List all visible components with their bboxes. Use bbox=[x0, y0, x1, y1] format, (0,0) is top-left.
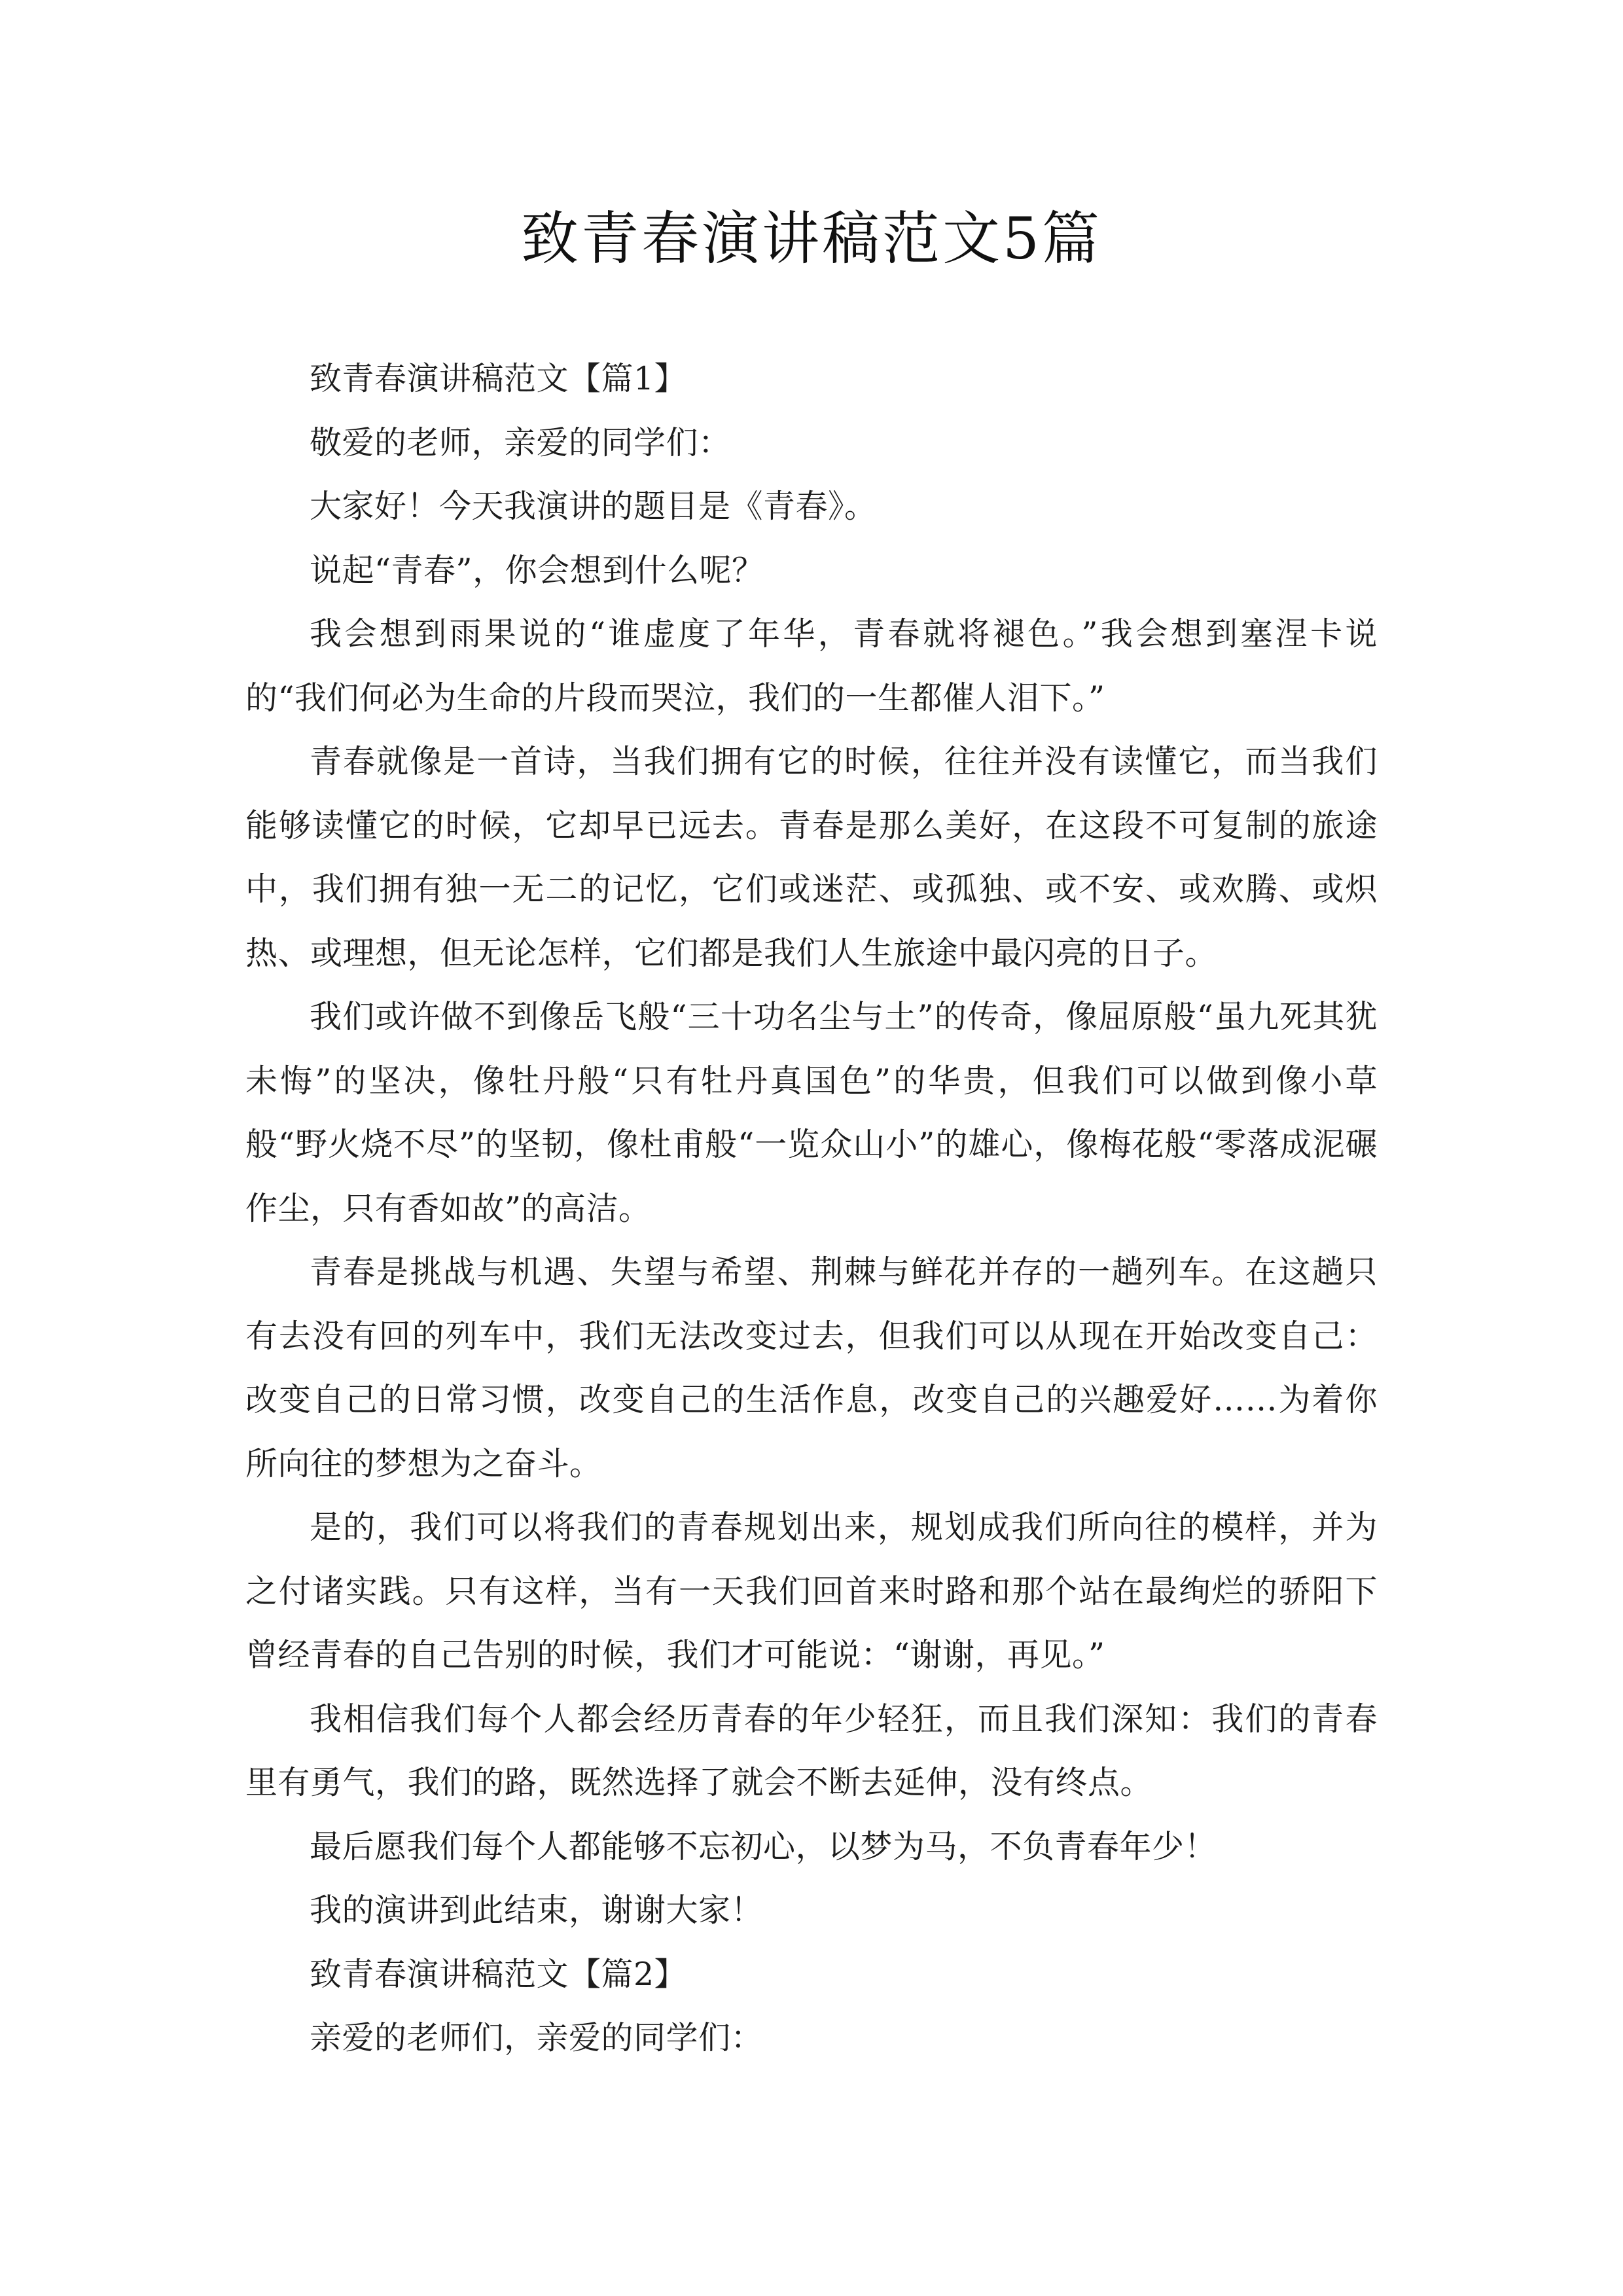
document-title: 致青春演讲稿范文5篇 bbox=[521, 205, 1102, 272]
section-heading-1: 致青春演讲稿范文【篇1】 bbox=[310, 360, 687, 397]
salutation: 敬爱的老师，亲爱的同学们： bbox=[310, 423, 731, 461]
greeting: 大家好！今天我演讲的题目是《青春》。 bbox=[310, 488, 877, 525]
body-paragraph: 我会想到雨果说的“谁虚度了年华，青春就将褪色。”我会想到塞涅卡说的“我们何必为生命的片段而哭泣，我们的一生都催人泪下。” bbox=[245, 615, 1378, 717]
body-paragraph: 青春是挑战与机遇、失望与希望、荆棘与鲜花并存的一趟列车。在这趟只有去没有回的列车中，我们无法改变过去，但我们可以从现在开始改变自己：改变自己的日常习惯，改变自己的生活作息，改变自己的兴趣爱好……为着你所向往的梦想为之奋斗。 bbox=[245, 1253, 1378, 1482]
document-body bbox=[245, 347, 1378, 2070]
body-paragraph: 说起“青春”，你会想到什么呢？ bbox=[310, 551, 764, 589]
salutation-2: 亲爱的老师们，亲爱的同学们： bbox=[310, 2019, 764, 2056]
section-heading-2: 致青春演讲稿范文【篇2】 bbox=[310, 1955, 687, 1993]
closing-line: 我的演讲到此结束，谢谢大家！ bbox=[310, 1892, 764, 1929]
body-paragraph: 我们或许做不到像岳飞般“三十功名尘与土”的传奇，像屈原般“虽九死其犹未悔”的坚决，像牡丹般“只有牡丹真国色”的华贵，但我们可以做到像小草般“野火烧不尽”的坚韧，像杜甫般“一览众山小”的雄心，像梅花般“零落成泥碾作尘，只有香如故”的高洁。 bbox=[245, 998, 1378, 1227]
body-paragraph: 是的，我们可以将我们的青春规划出来，规划成我们所向往的模样，并为之付诸实践。只有这样，当有一天我们回首来时路和那个站在最绚烂的骄阳下曾经青春的自己告别的时候，我们才可能说：“谢谢，再见。” bbox=[245, 1509, 1378, 1674]
body-paragraph: 青春就像是一首诗，当我们拥有它的时候，往往并没有读懂它，而当我们能够读懂它的时候，它却早已远去。青春是那么美好，在这段不可复制的旅途中，我们拥有独一无二的记忆，它们或迷茫、或孤独、或不安、或欢腾、或炽热、或理想，但无论怎样，它们都是我们人生旅途中最闪亮的日子。 bbox=[245, 743, 1378, 972]
body-paragraph: 最后愿我们每个人都能够不忘初心，以梦为马，不负青春年少！ bbox=[310, 1827, 1217, 1865]
body-paragraph: 我相信我们每个人都会经历青春的年少轻狂，而且我们深知：我们的青春里有勇气，我们的路，既然选择了就会不断去延伸，没有终点。 bbox=[245, 1700, 1378, 1801]
